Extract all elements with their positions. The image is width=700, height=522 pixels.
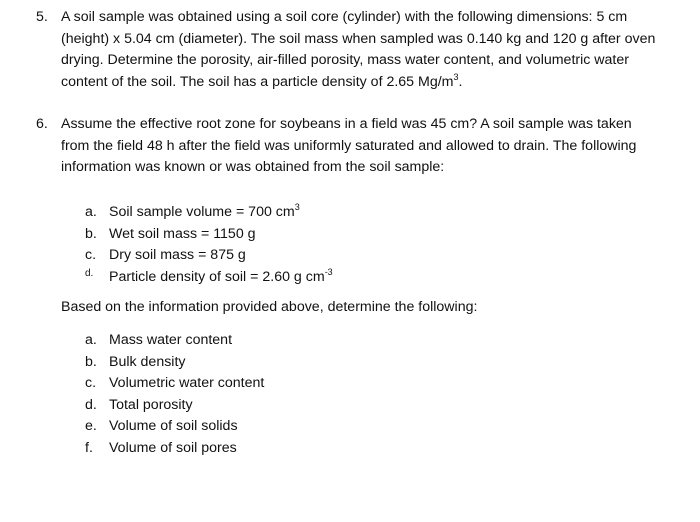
- given-superscript: 3: [294, 202, 300, 212]
- list-item-text: Volume of soil solids: [109, 418, 238, 434]
- problem-6-text: Assume the effective root zone for soybeans in a field was 45 cm? A soil sample was taken from the field 48 h after the field was uniformly saturated and allowed to drain. The following information was known or was obtained from the soil sample:: [61, 116, 637, 175]
- list-item-marker: b.: [85, 353, 97, 370]
- problem-5-number: 5.: [36, 9, 48, 25]
- problem-5-text: [61, 7, 656, 93]
- list-item-marker: c.: [85, 247, 97, 263]
- list-item-marker: d.: [85, 396, 97, 413]
- list-item-text: Wet soil mass = 1150 g: [109, 225, 256, 242]
- list-item-text: Dry soil mass = 875 g: [109, 247, 246, 263]
- given-text: Particle density of soil = 2.60 g cm: [109, 268, 325, 285]
- given-superscript: -3: [324, 266, 333, 277]
- list-item-marker: a.: [85, 204, 97, 220]
- given-text: Soil sample volume = 700 cm: [109, 204, 295, 220]
- list-item-marker: a.: [85, 332, 97, 348]
- list-item-text: [109, 202, 300, 224]
- problem-5-text-main: A soil sample was obtained using a soil core (cylinder) with the following dimensions: 5 cm (height) x 5.04 cm (diameter). The soil mass when sampled was 0.140 kg and 120 g after oven drying. Determine the porosity, air-filled porosity, mass water content, and volumetric water content of the soil. The soil has a particle density of 2.65 Mg/m: [61, 9, 656, 90]
- list-item-text: Total porosity: [109, 396, 193, 413]
- problem-6: [36, 114, 656, 179]
- list-item-marker: c.: [85, 375, 97, 391]
- problem-5: [36, 7, 656, 93]
- list-item-marker: e.: [85, 418, 97, 434]
- determine-lead-in: Based on the information provided above, determine the following:: [61, 299, 478, 315]
- problem-6-number: 6.: [36, 116, 48, 132]
- problem-5-text-end: .: [458, 73, 463, 90]
- problem-5-superscript: 3: [453, 71, 459, 82]
- list-item-marker: d.: [85, 267, 94, 279]
- list-item-text: Bulk density: [109, 353, 186, 370]
- list-item-text: [109, 267, 333, 289]
- list-item-text: Volume of soil pores: [109, 439, 237, 456]
- list-item-marker: f.: [85, 439, 93, 456]
- list-item-marker: b.: [85, 225, 97, 242]
- list-item-text: Mass water content: [109, 332, 233, 348]
- list-item-text: Volumetric water content: [109, 375, 265, 391]
